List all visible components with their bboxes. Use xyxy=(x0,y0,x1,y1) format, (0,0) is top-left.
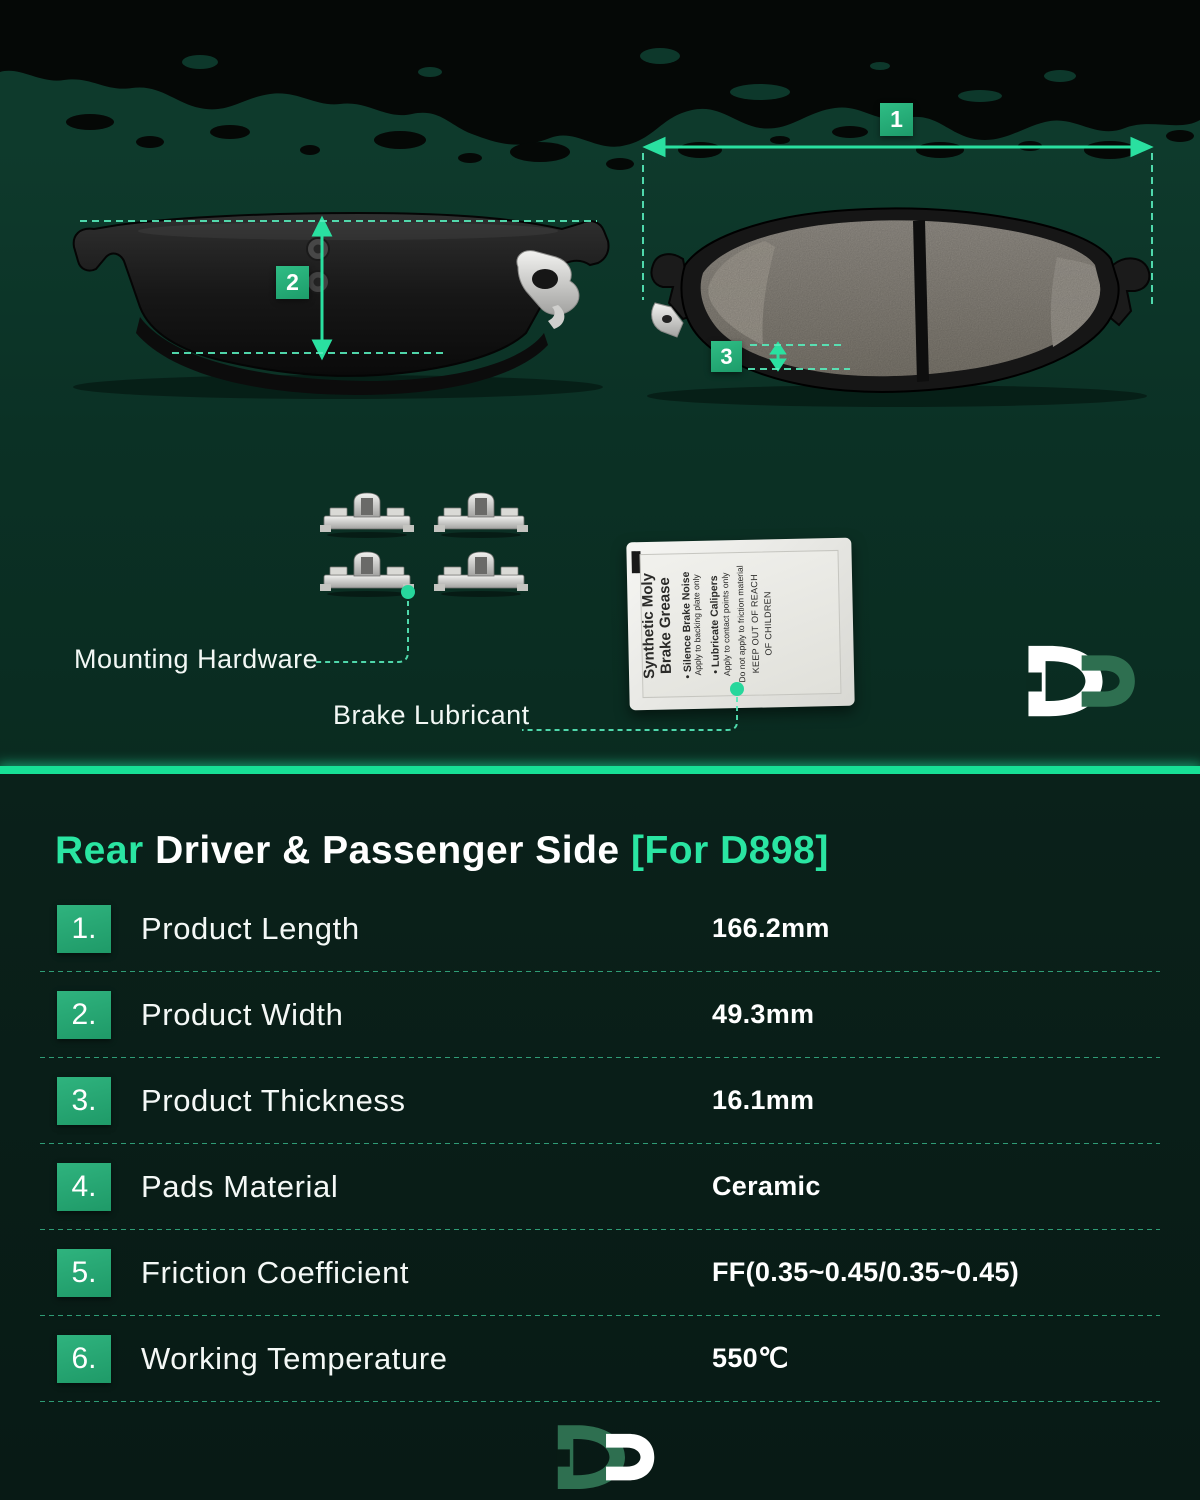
spec-title xyxy=(55,828,1160,874)
packet-bullet: • Lubricate Calipers xyxy=(707,575,722,674)
section-divider xyxy=(0,766,1200,774)
row-number-badge: 3. xyxy=(57,1077,111,1125)
spec-row xyxy=(40,972,1160,1057)
row-value: 550℃ xyxy=(712,1343,789,1373)
spec-row xyxy=(40,1058,1160,1143)
spec-title-highlight: [For D898] xyxy=(630,829,829,872)
dimension-marker-1: 1 xyxy=(880,103,913,136)
packet-warning: KEEP OUT OF REACH xyxy=(748,573,761,674)
packet-note: Do not apply to friction material xyxy=(734,565,747,683)
brake-lubricant-label: Brake Lubricant xyxy=(333,700,530,730)
dimension-marker-3: 3 xyxy=(711,341,742,372)
packet-bullet-sub: Apply to backing plate only xyxy=(690,574,703,676)
packet-title: Synthetic Moly xyxy=(638,572,658,680)
spec-row xyxy=(40,1144,1160,1229)
mounting-hardware-label: Mounting Hardware xyxy=(74,644,319,674)
row-label: Friction Coefficient xyxy=(141,1254,410,1290)
row-number-badge: 1. xyxy=(57,905,111,953)
packet-title: Brake Grease xyxy=(655,577,675,675)
row-label: Product Width xyxy=(141,996,344,1032)
row-number-badge: 4. xyxy=(57,1163,111,1211)
spec-table xyxy=(40,886,1160,1402)
spec-title-highlight: Rear xyxy=(55,829,144,872)
row-value: 166.2mm xyxy=(712,913,830,943)
dimension-marker-2: 2 xyxy=(276,266,309,299)
packet-bullet-sub: Apply to contact points only xyxy=(719,572,732,677)
footer-logo xyxy=(40,1416,1160,1500)
row-label: Working Temperature xyxy=(141,1340,448,1376)
spec-title-main: Driver & Passenger Side xyxy=(143,829,631,872)
packet-warning: OF CHILDREN xyxy=(761,591,773,656)
row-label: Product Thickness xyxy=(141,1082,406,1118)
row-separator xyxy=(40,1401,1160,1402)
spec-row xyxy=(40,1316,1160,1401)
row-label: Pads Material xyxy=(141,1168,339,1204)
row-value: FF(0.35~0.45/0.35~0.45) xyxy=(712,1257,1020,1287)
row-number-badge: 5. xyxy=(57,1249,111,1297)
row-value: Ceramic xyxy=(712,1171,821,1201)
row-value: 16.1mm xyxy=(712,1085,815,1115)
spec-row xyxy=(40,886,1160,971)
row-number-badge: 2. xyxy=(57,991,111,1039)
spec-row xyxy=(40,1230,1160,1315)
row-number-badge: 6. xyxy=(57,1335,111,1383)
row-label: Product Length xyxy=(141,910,360,946)
row-value: 49.3mm xyxy=(712,999,815,1029)
brand-logo-icon xyxy=(544,1416,656,1500)
brand-logo-icon xyxy=(1012,644,1138,720)
spec-section xyxy=(0,774,1200,1500)
packet-bullet: • Silence Brake Noise xyxy=(678,571,694,679)
